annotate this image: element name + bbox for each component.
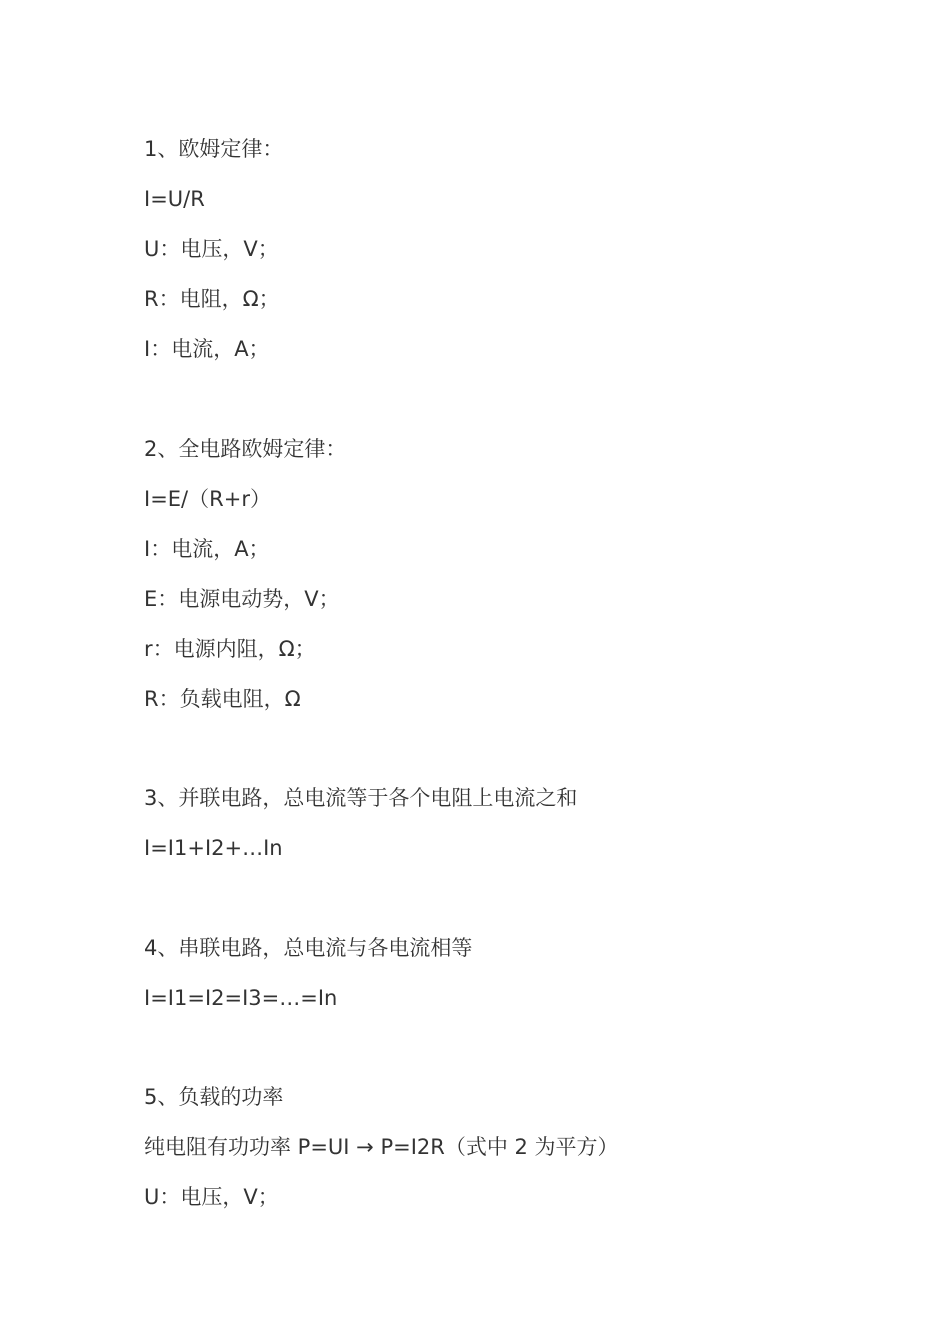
section-heading: 1、欧姆定律： <box>144 137 284 161</box>
formula-line: I=E/（R+r） <box>144 486 271 511</box>
section-spacer <box>144 1023 824 1073</box>
section-spacer <box>144 873 824 923</box>
definition-line: U：电压，V； <box>144 237 279 261</box>
section-heading: 3、并联电路，总电流等于各个电阻上电流之和 <box>144 786 578 810</box>
document-body <box>144 124 824 1222</box>
formula-line: I=I1=I2=I3=…=In <box>144 985 338 1010</box>
formula-line: I=U/R <box>144 187 205 211</box>
definition-line: I：电流，A； <box>144 536 270 561</box>
section-full-circuit-ohms-law <box>144 424 824 724</box>
section-ohms-law <box>144 124 824 374</box>
section-load-power <box>144 1072 824 1222</box>
definition-line: U：电压，V； <box>144 1185 279 1209</box>
definition-line: R：负载电阻，Ω <box>144 686 301 711</box>
section-spacer <box>144 374 824 424</box>
definition-line: E：电源电动势，V； <box>144 586 340 611</box>
definition-line: R：电阻，Ω； <box>144 287 280 311</box>
section-heading: 2、全电路欧姆定律： <box>144 436 347 461</box>
section-heading: 5、负载的功率 <box>144 1085 284 1109</box>
section-parallel-circuit <box>144 773 824 873</box>
definition-line: r：电源内阻，Ω； <box>144 636 316 661</box>
section-spacer <box>144 724 824 774</box>
section-series-circuit <box>144 923 824 1023</box>
formula-line: I=I1+I2+…In <box>144 836 283 860</box>
definition-line: I：电流，A； <box>144 337 270 361</box>
formula-line: 纯电阻有功功率 P=UI → P=I2R（式中 2 为平方） <box>144 1135 619 1159</box>
section-heading: 4、串联电路，总电流与各电流相等 <box>144 935 473 960</box>
